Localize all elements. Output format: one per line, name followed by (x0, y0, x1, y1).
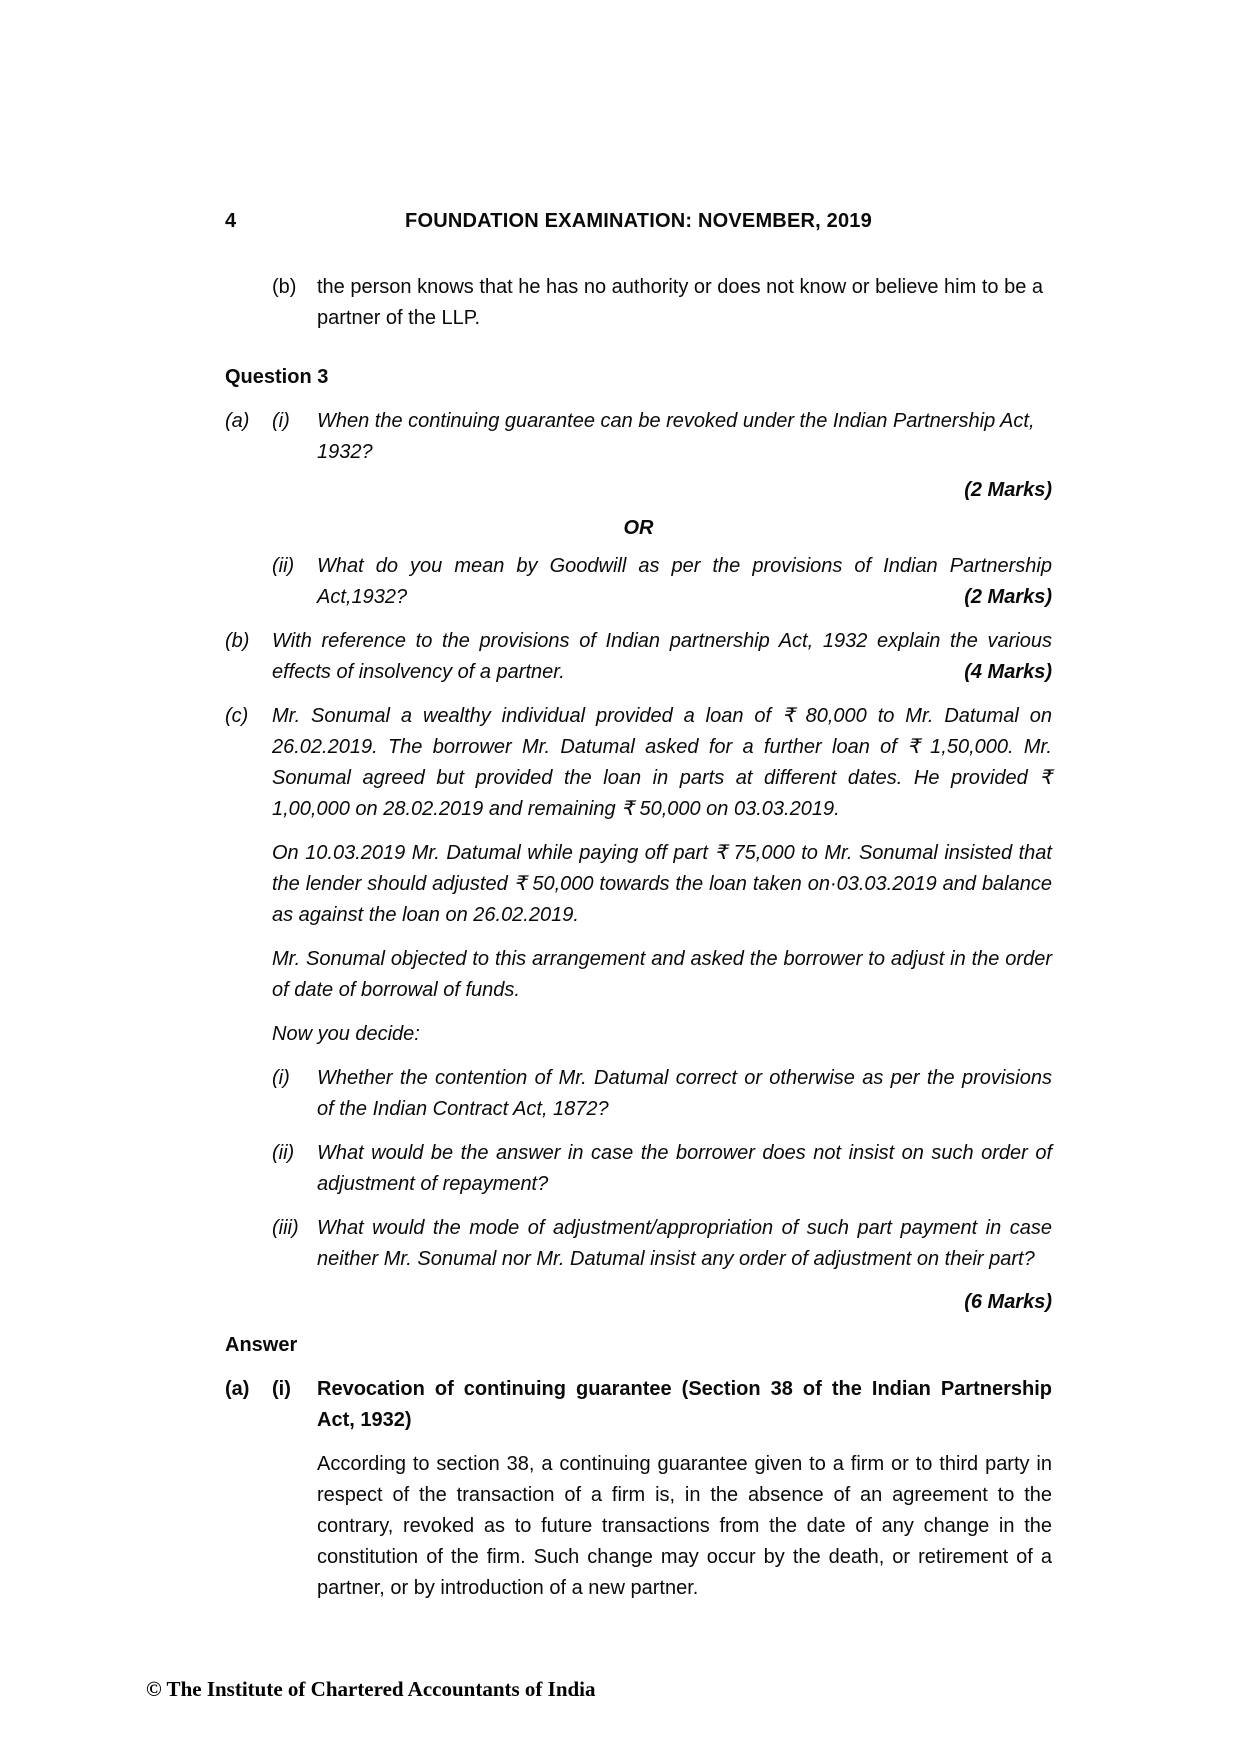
answer-a-i-body: According to section 38, a continuing guarantee given to a firm or to third party in respect of the transaction of a firm is, in the absence of an agreement to the contrary, revoked as to future transactions from the date of any change in the constitution of the firm. Such change may occur by the death, or retirement of a partner, or by introduction of a new partner. (317, 1453, 1052, 1599)
question-b-marks: (4 Marks) (964, 661, 1052, 683)
question-b (225, 626, 1052, 688)
answer-heading: Answer (225, 1334, 298, 1356)
page-title: FOUNDATION EXAMINATION: NOVEMBER, 2019 (405, 210, 872, 232)
carryover-item-label: (b) (272, 276, 297, 298)
question-c-marks: (6 Marks) (964, 1291, 1052, 1313)
question-a-i-marks: (2 Marks) (964, 479, 1052, 501)
question-c-i (272, 1063, 1052, 1125)
question-c-label: (c) (225, 705, 249, 727)
question-a-i-label: (i) (272, 410, 290, 432)
question-c-paragraph: Now you decide: (272, 1023, 420, 1045)
question-c-ii-text: What would be the answer in case the borrower does not insist on such order of adjustment of repayment? (317, 1142, 1052, 1195)
question-c-i-text: Whether the contention of Mr. Datumal correct or otherwise as per the provisions of the Indian Contract Act, 1872? (317, 1067, 1052, 1120)
document-body (225, 272, 1052, 1604)
or-divider: OR (623, 517, 654, 539)
question-a-i (225, 406, 1052, 468)
carryover-item-text: the person knows that he has no authority or does not know or believe him to be a partner of the LLP. (317, 276, 1043, 329)
answer-a-i-label: (i) (272, 1378, 291, 1400)
question-b-text (272, 626, 1052, 688)
question-c-paragraph: On 10.03.2019 Mr. Datumal while paying off part ₹ 75,000 to Mr. Sonumal insisted that the lender should adjusted ₹ 50,000 towards the loan taken on·03.03.2019 and balance as against the loan on 26.02.2019. (272, 842, 1052, 926)
question-c-iii-label: (iii) (272, 1217, 299, 1239)
question-b-text-body: With reference to the provisions of Indian partnership Act, 1932 explain the various effects of insolvency of a partner. (272, 630, 1052, 683)
question-c-ii (272, 1138, 1052, 1200)
question-3-heading: Question 3 (225, 366, 329, 388)
question-c (225, 701, 1052, 1275)
question-c-iii-text: What would the mode of adjustment/appropriation of such part payment in case neither Mr. Sonumal nor Mr. Datumal insist any order of adjustment on their part? (317, 1217, 1052, 1270)
question-a-i-text: When the continuing guarantee can be revoked under the Indian Partnership Act, 1932? (317, 410, 1035, 463)
answer-a-i-title: Revocation of continuing guarantee (Section 38 of the Indian Partnership Act, 1932) (317, 1378, 1052, 1431)
question-c-iii (272, 1213, 1052, 1275)
question-a-ii-label: (ii) (272, 555, 295, 577)
question-c-paragraph: Mr. Sonumal a wealthy individual provided a loan of ₹ 80,000 to Mr. Datumal on 26.02.2019. The borrower Mr. Datumal asked for a further loan of ₹ 1,50,000. Mr. Sonumal agreed but provided the loan in parts at different dates. He provided ₹ 1,00,000 on 28.02.2019 and remaining ₹ 50,000 on 03.03.2019. (272, 705, 1052, 820)
question-c-paragraph: Mr. Sonumal objected to this arrangement and asked the borrower to adjust in the order of date of borrowal of funds. (272, 948, 1052, 1001)
question-a-label: (a) (225, 410, 250, 432)
question-a-ii-text (317, 551, 1052, 613)
question-a-ii-text-body: What do you mean by Goodwill as per the provisions of Indian Partnership Act,1932? (317, 555, 1052, 608)
question-c-content (272, 701, 1052, 1275)
question-a-ii (225, 551, 1052, 613)
carryover-item (225, 272, 1052, 334)
question-b-label: (b) (225, 630, 250, 652)
page-header (225, 206, 1052, 237)
answer-a-i-content (317, 1374, 1052, 1604)
answer-a-label: (a) (225, 1378, 250, 1400)
page-number: 4 (225, 210, 237, 232)
question-c-ii-label: (ii) (272, 1142, 295, 1164)
answer-a-i (225, 1374, 1052, 1604)
question-c-i-label: (i) (272, 1067, 290, 1089)
copyright-footer: © The Institute of Chartered Accountants of India (146, 1677, 596, 1701)
question-a-ii-marks: (2 Marks) (964, 586, 1052, 608)
